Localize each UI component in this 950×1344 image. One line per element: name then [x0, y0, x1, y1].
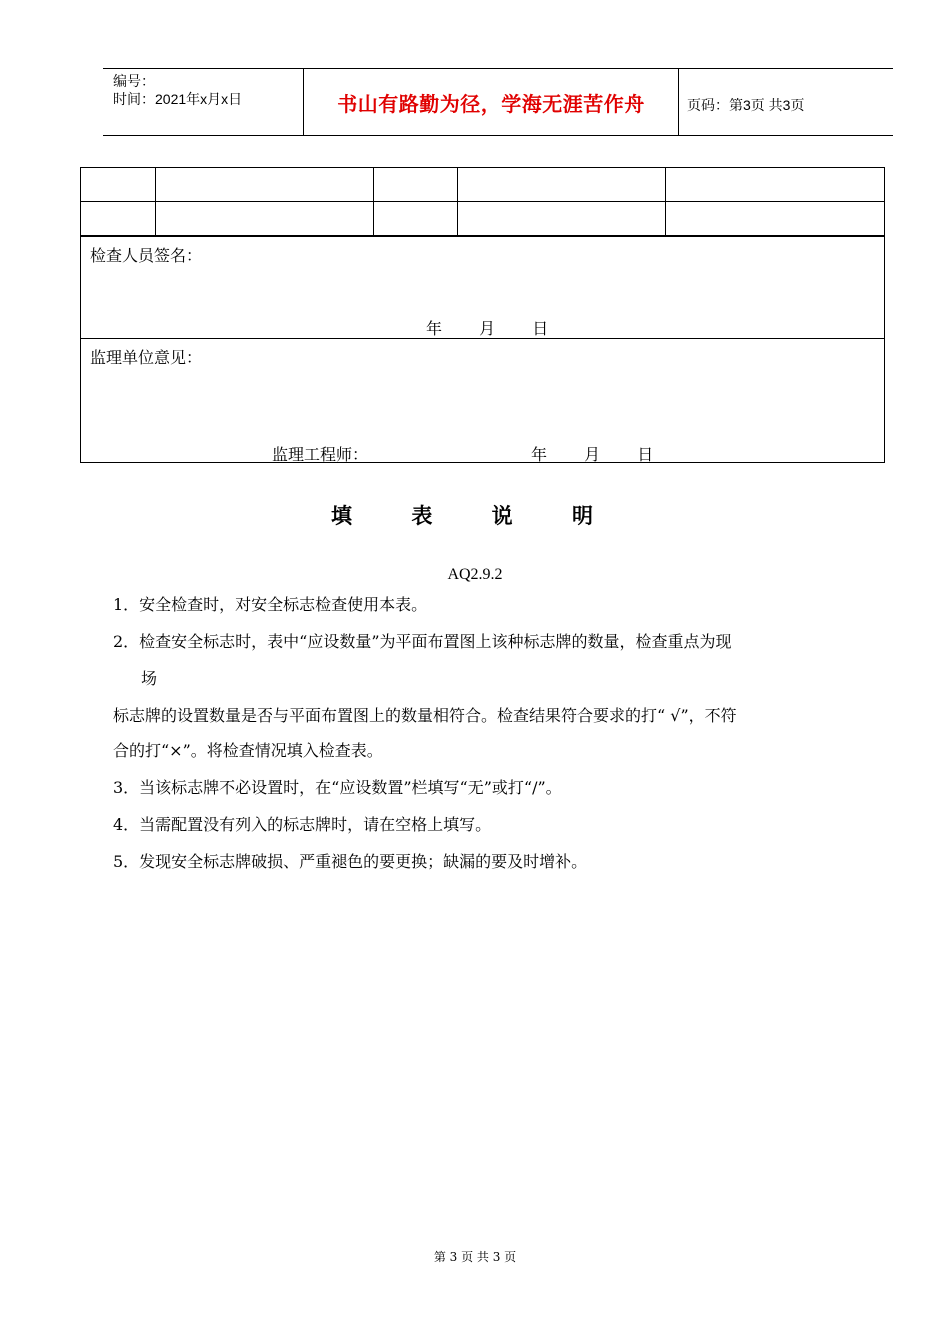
engineer-label: 监理工程师： [272, 445, 369, 464]
table-cell[interactable] [373, 168, 457, 202]
table-cell[interactable] [81, 168, 156, 202]
date-day: 日 [532, 319, 549, 338]
instructions-title: 填 表 说 明 [331, 503, 619, 528]
list-item: 场 [141, 669, 158, 688]
header-meta [103, 69, 303, 135]
list-item: 4．当需配置没有列入的标志牌时，请在空格上填写。 [113, 815, 492, 834]
number-label: 编号： [113, 73, 155, 89]
table-row [81, 202, 885, 236]
list-item: 标志牌的设置数量是否与平面布置图上的数量相符合。检查结果符合要求的打“ √”，不符 [113, 706, 737, 725]
page-footer: 第 3 页 共 3 页 [433, 1250, 517, 1264]
supervisor-opinion-box[interactable] [80, 338, 885, 463]
form-code: AQ2.9.2 [447, 566, 503, 583]
header-motto: 书山有路勤为径，学海无涯苦作舟 [303, 69, 679, 135]
inspector-signature-box[interactable] [80, 236, 885, 339]
date-month: 月 [584, 445, 601, 464]
date-year: 年 [531, 445, 548, 464]
header-page-info: 页码：第3页 共3页 [687, 97, 805, 113]
list-item: 5．发现安全标志牌破损、严重褪色的要更换；缺漏的要及时增补。 [113, 852, 588, 871]
date-day: 日 [637, 445, 654, 464]
table-cell[interactable] [155, 168, 373, 202]
list-item: 1．安全检查时，对安全标志检查使用本表。 [113, 595, 428, 614]
inspector-signature-label: 检查人员签名： [90, 246, 203, 265]
inspection-table [80, 167, 885, 236]
time-label: 时间：2021年x月x日 [113, 91, 243, 107]
list-item: 合的打“×”。将检查情况填入检查表。 [113, 741, 383, 760]
table-cell[interactable] [81, 202, 156, 236]
table-cell[interactable] [155, 202, 373, 236]
supervisor-opinion-label: 监理单位意见： [90, 348, 203, 367]
table-cell[interactable] [373, 202, 457, 236]
list-item: 3．当该标志牌不必设置时，在“应设数置”栏填写“无”或打“/”。 [113, 778, 562, 797]
table-cell[interactable] [457, 202, 666, 236]
table-cell[interactable] [666, 168, 885, 202]
engineer-date [531, 442, 653, 465]
table-cell[interactable] [457, 168, 666, 202]
page-header [103, 68, 893, 136]
list-item: 2．检查安全标志时，表中“应设数量”为平面布置图上该种标志牌的数量，检查重点为现 [113, 632, 732, 651]
table-cell[interactable] [666, 202, 885, 236]
date-month: 月 [479, 319, 496, 338]
table-row [81, 168, 885, 202]
inspector-date [426, 316, 548, 339]
date-year: 年 [426, 319, 443, 338]
